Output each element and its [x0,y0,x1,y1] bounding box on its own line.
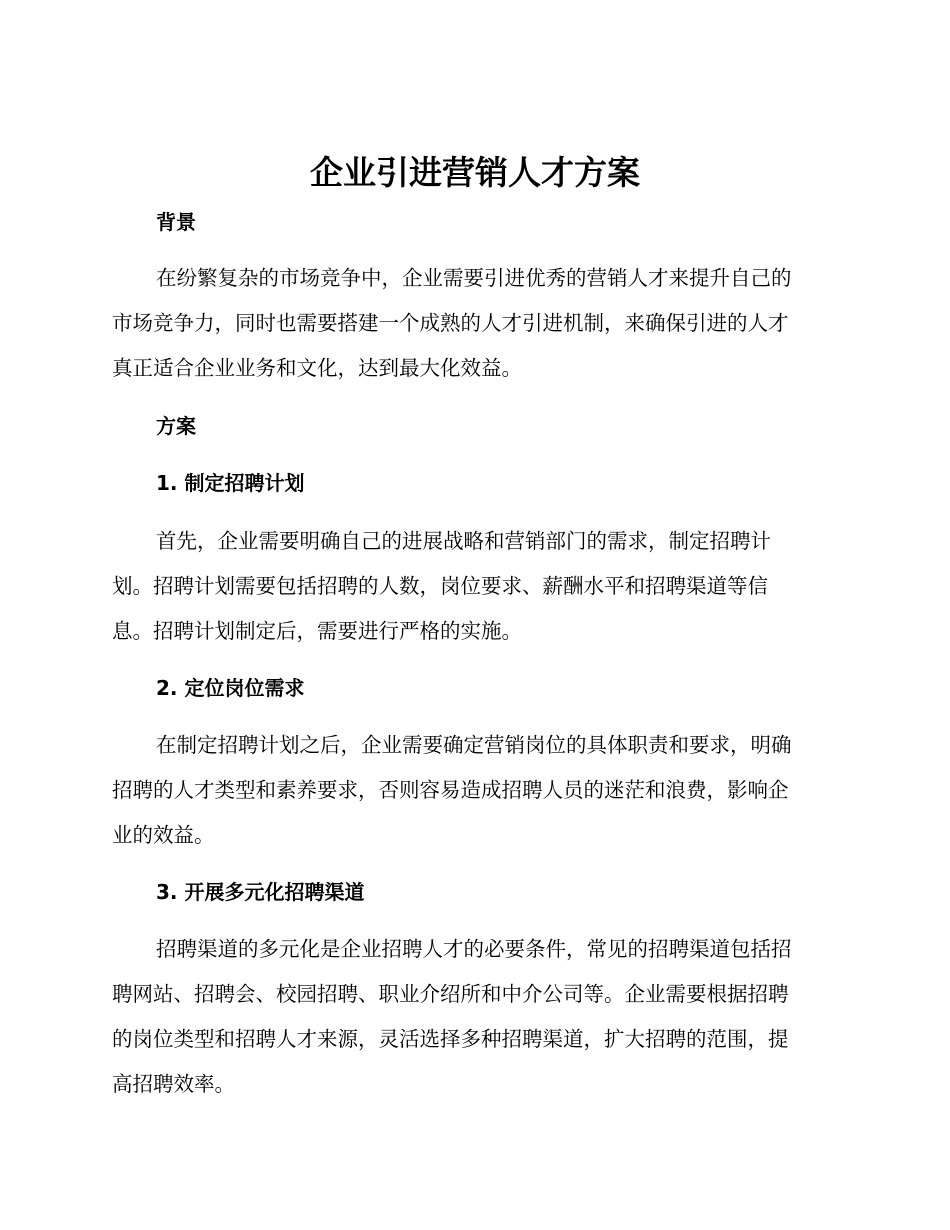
paragraph-line: 业的效益。 [112,823,215,847]
paragraph-line: 首先，企业需要明确自己的进展战略和营销部门的需求，制定招聘计 [156,529,771,553]
paragraph-line: 高招聘效率。 [112,1072,235,1096]
paragraph-recruitment-channels [112,927,832,1107]
document-title: 企业引进营销人才方案 [310,153,640,192]
paragraph-line: 在制定招聘计划之后，企业需要确定营销岗位的具体职责和要求，明确 [156,733,792,757]
paragraph-line: 的岗位类型和招聘人才来源，灵活选择多种招聘渠道，扩大招聘的范围，提 [112,1027,789,1051]
paragraph-background [112,256,832,391]
section-heading-plan: 方案 [156,414,196,438]
paragraph-line: 划。招聘计划需要包括招聘的人数，岗位要求、薪酬水平和招聘渠道等信 [112,574,768,598]
paragraph-line: 在纷繁复杂的市场竞争中，企业需要引进优秀的营销人才来提升自己的 [156,266,792,290]
paragraph-line: 市场竞争力，同时也需要搭建一个成熟的人才引进机制，来确保引进的人才 [112,311,789,335]
section-heading-recruitment-plan: 1. 制定招聘计划 [156,471,305,495]
paragraph-line: 招聘渠道的多元化是企业招聘人才的必要条件，常见的招聘渠道包括招 [156,937,792,961]
paragraph-recruitment-plan [112,519,832,654]
paragraph-line: 息。招聘计划制定后，需要进行严格的实施。 [112,619,522,643]
paragraph-line: 聘网站、招聘会、校园招聘、职业介绍所和中介公司等。企业需要根据招聘 [112,982,789,1006]
paragraph-position-requirements [112,723,832,858]
section-heading-background: 背景 [156,210,196,234]
paragraph-line: 真正适合企业业务和文化，达到最大化效益。 [112,356,522,380]
section-heading-recruitment-channels: 3. 开展多元化招聘渠道 [156,880,365,904]
paragraph-line: 招聘的人才类型和素养要求，否则容易造成招聘人员的迷茫和浪费，影响企 [112,778,789,802]
section-heading-position-requirements: 2. 定位岗位需求 [156,676,305,700]
